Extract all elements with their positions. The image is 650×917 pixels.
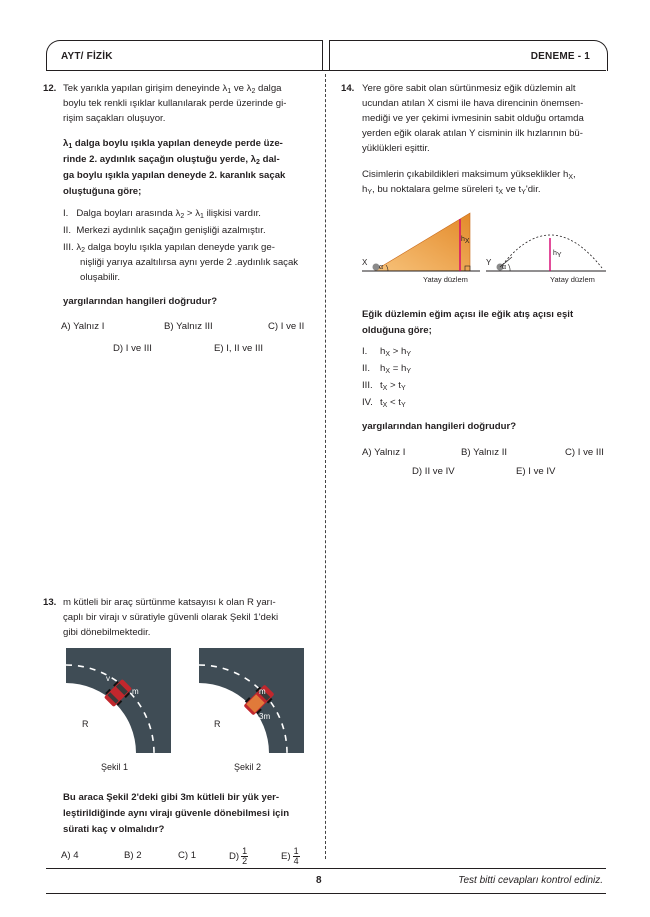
statement-II: II. $h_X = h_Y$ — [362, 363, 411, 375]
premise-line: $\lambda_1$ dalga boylu ışıkla yapılan deneyde perde üze- — [63, 138, 283, 150]
stem-line: ucundan atılan X cismi ile hava direncinin önemsen- — [362, 98, 584, 109]
option-b[interactable]: B) 2 — [124, 850, 142, 861]
option-d[interactable]: D) $\frac{1}{2}$ — [229, 846, 248, 866]
stem-line: Cisimlerin çıkabildikleri maksimum yükseklikler $h_X$, — [362, 169, 576, 181]
premise-line: sürati kaç v olmalıdır? — [63, 824, 165, 835]
option-e[interactable]: E) I, II ve III — [214, 343, 264, 354]
premise-line: olduğuna göre; — [362, 325, 432, 336]
premise-line: Eğik düzlemin eğim açısı ile eğik atış açısı eşit — [362, 309, 574, 320]
stem-line: yerden eğik olarak atılan Y cisminin ilk hızlarının bü- — [362, 128, 583, 139]
option-e[interactable]: E) $\frac{1}{4}$ — [281, 846, 299, 866]
statement-IV: IV. $t_X < t_Y$ — [362, 397, 406, 409]
angle-label: α — [379, 264, 384, 271]
option-a[interactable]: A) Yalnız I — [61, 321, 105, 332]
body-y-label: Y — [486, 258, 492, 267]
statement-III: III. $t_X > t_Y$ — [362, 380, 406, 392]
question-number: 12. — [43, 83, 57, 94]
column-divider — [325, 74, 326, 859]
stem-line: Yere göre sabit olan sürtünmesiz eğik düzlemin alt — [362, 83, 576, 94]
stem-line: mediği ve yer çekimi ivmesinin sabit olduğu ortamda — [362, 113, 584, 124]
premise-line: leştirildiğinde aynı virajı güvenle dönebilmesi için — [63, 808, 290, 819]
mass-label: m — [259, 687, 266, 696]
load-mass-label: 3m — [259, 712, 271, 721]
stem-line: gibi dönebilmektedir. — [63, 627, 151, 638]
option-d[interactable]: D) II ve IV — [412, 466, 455, 477]
figure-2-caption: Şekil 2 — [234, 762, 262, 772]
stem-line: boylu tek renkli ışıklar kullanılarak perde üzerinde gi- — [63, 98, 287, 109]
question-prompt: yargılarından hangileri doğrudur? — [362, 421, 517, 432]
option-b[interactable]: B) Yalnız III — [164, 321, 213, 332]
stem-line: m kütleli bir araç sürtünme katsayısı k olan R yarı- — [63, 597, 276, 608]
figure-1-caption: Şekil 1 — [101, 762, 129, 772]
statement-III: III. $\lambda_2$ dalga boylu ışıkla yapılan deneyde yarık ge- — [63, 242, 275, 254]
option-c[interactable]: C) 1 — [178, 850, 197, 861]
statement-I: I. $h_X > h_Y$ — [362, 346, 411, 358]
question-prompt: yargılarından hangileri doğrudur? — [63, 296, 218, 307]
stem-line: çaplı bir virajı v süratiyle güvenli olarak Şekil 1'deki — [63, 612, 279, 623]
ground-label: Yatay düzlem — [550, 275, 595, 284]
exam-title: DENEME - 1 — [530, 51, 590, 62]
curve-figure-2 — [199, 648, 304, 753]
inclined-plane-figure — [362, 205, 482, 285]
premise-line: oluştuğuna göre; — [63, 186, 142, 197]
footer-rule-top — [46, 868, 606, 869]
statement-I: I. Dalga boyları arasında $\lambda_2 > \lambda_1$ ilişkisi vardır. — [63, 208, 261, 220]
height-y-label: $h_Y$ — [553, 250, 562, 259]
stem-line: $h_Y$, bu noktalara gelme süreleri $t_X$ ve $t_Y'dir$. — [362, 184, 541, 196]
ground-label: Yatay düzlem — [423, 275, 468, 284]
stem-line: rişim saçakları oluşuyor. — [63, 113, 166, 124]
premise-line: ga boylu ışıkla yapılan deneyde 2. karanlık saçak — [63, 170, 286, 181]
mass-label: m — [132, 687, 139, 696]
option-b[interactable]: B) Yalnız II — [461, 447, 508, 458]
stem-line: Tek yarıkla yapılan girişim deneyinde $\lambda_1$ ve $\lambda_2$ dalga — [63, 83, 282, 95]
option-a[interactable]: A) 4 — [61, 850, 79, 861]
statement-II: II. Merkezi aydınlık saçağın genişliği azalmıştır. — [63, 225, 266, 236]
stem-line: yüklükleri eşittir. — [362, 143, 430, 154]
radius-label: R — [82, 719, 89, 729]
statement-III-cont: oluşabilir. — [80, 272, 120, 283]
page-number: 8 — [316, 875, 322, 886]
velocity-label: v — [106, 674, 110, 683]
question-number: 14. — [341, 83, 355, 94]
option-c[interactable]: C) I ve III — [565, 447, 604, 458]
radius-label: R — [214, 719, 221, 729]
option-a[interactable]: A) Yalnız I — [362, 447, 406, 458]
footer-note: Test bitti cevapları kontrol ediniz. — [458, 875, 603, 886]
option-e[interactable]: E) I ve IV — [516, 466, 556, 477]
option-d[interactable]: D) I ve III — [113, 343, 152, 354]
footer-rule-bottom — [46, 893, 606, 894]
question-number: 13. — [43, 597, 57, 608]
angle-label: α — [502, 264, 507, 271]
option-c[interactable]: C) I ve II — [268, 321, 305, 332]
statement-III-cont: nişliği yarıya azaltılırsa aynı yerde 2 .aydınlık saçak — [80, 257, 299, 268]
subject-title: AYT/ FİZİK — [61, 51, 113, 62]
body-x-label: X — [362, 258, 368, 267]
premise-line: Bu araca Şekil 2'deki gibi 3m kütleli bir yük yer- — [63, 792, 280, 803]
height-x-label: $h_X$ — [461, 236, 470, 245]
premise-line: rinde 2. aydınlık saçağın oluştuğu yerde, $\lambda_2$ dal- — [63, 154, 280, 166]
curve-figure-1 — [66, 648, 171, 753]
header-rule — [46, 70, 606, 71]
